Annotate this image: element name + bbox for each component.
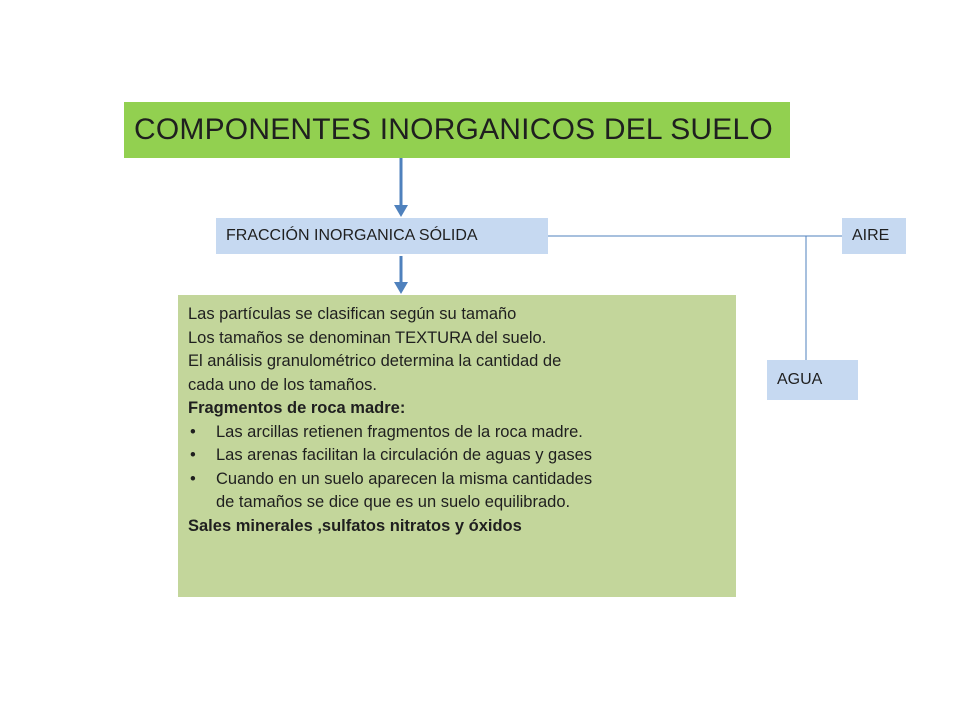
content-line: Las partículas se clasifican según su tamaño bbox=[188, 305, 517, 323]
agua-box bbox=[767, 360, 858, 400]
bullet-icon: • bbox=[190, 469, 196, 488]
fraccion-text: FRACCIÓN INORGANICA SÓLIDA bbox=[226, 227, 478, 244]
content-box bbox=[178, 295, 736, 597]
list-item bbox=[188, 444, 726, 468]
aire-box bbox=[842, 218, 906, 254]
bullet-icon: • bbox=[190, 446, 196, 464]
bullet-icon: • bbox=[190, 422, 196, 441]
arrowhead-title-to-fraccion bbox=[394, 205, 408, 217]
bullet-list bbox=[188, 421, 726, 515]
list-item bbox=[188, 421, 726, 445]
agua-text: AGUA bbox=[777, 371, 823, 388]
content-line: El análisis granulométrico determina la cantidad de bbox=[188, 352, 562, 370]
arrowhead-fraccion-to-content bbox=[394, 282, 408, 294]
bullet-text: Las arcillas retienen fragmentos de la roca madre. bbox=[216, 422, 583, 441]
bullet-text-continued: de tamaños se dice que es un suelo equilibrado. bbox=[216, 493, 571, 511]
content-line: Los tamaños se denominan TEXTURA del suelo. bbox=[188, 328, 547, 347]
bullet-text: Cuando en un suelo aparecen la misma cantidades bbox=[216, 469, 593, 488]
content-heading: Fragmentos de roca madre: bbox=[188, 399, 406, 417]
title-text: COMPONENTES INORGANICOS DEL SUELO bbox=[134, 113, 773, 146]
list-item bbox=[188, 468, 726, 515]
aire-text: AIRE bbox=[852, 227, 890, 244]
title-box bbox=[124, 102, 790, 158]
content-footer: Sales minerales ,sulfatos nitratos y óxidos bbox=[188, 516, 522, 535]
content-line: cada uno de los tamaños. bbox=[188, 375, 377, 394]
bullet-text: Las arenas facilitan la circulación de aguas y gases bbox=[216, 446, 593, 464]
fraccion-box bbox=[216, 218, 548, 254]
